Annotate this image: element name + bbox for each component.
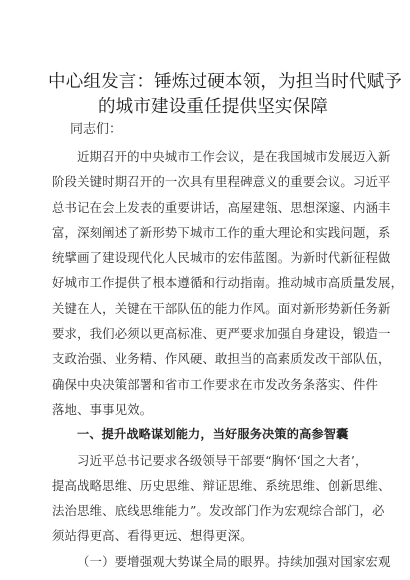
body-line: 提高战略思维、历史思维、辩证思维、系统思维、创新思维、	[52, 477, 391, 493]
body-line: （一）要增强观大势谋全局的眼界。持续加强对国家宏观	[77, 553, 391, 569]
body-line: 须站得更高、看得更远、想得更深。	[52, 528, 253, 544]
body-line: 好城市工作提供了根本遵循和行动指南。推动城市高质量发展，	[52, 275, 404, 291]
title-line-1: 中心组发言：锤炼过硬本领，为担当时代赋予	[48, 72, 402, 92]
section-heading: 一、提升战略谋划能力，当好服务决策的高参智囊	[77, 427, 349, 442]
body-line: 落地、事事见效。	[52, 401, 153, 417]
body-line: 支政治强、业务精、作风硬、敢担当的高素质发改干部队伍，	[52, 351, 391, 367]
body-line: 法治思维、底线思维能力”。发改部门作为宏观综合部门，必	[52, 503, 385, 519]
title-line-2: 的城市建设重任提供坚实保障	[97, 97, 329, 117]
salutation: 同志们：	[70, 122, 123, 137]
body-line: 阶段关键时期召开的一次具有里程碑意义的重要会议。习近平	[52, 174, 391, 190]
body-line: 习近平总书记要求各级领导干部要“胸怀‘国之大者’，	[77, 452, 368, 468]
body-line: 关键在人，关键在干部队伍的能力作风。面对新形势新任务新	[52, 300, 391, 316]
body-line: 要求，我们必须以更高标准、更严要求加强自身建设，锻造一	[52, 326, 391, 342]
body-line: 确保中央决策部署和省市工作要求在市发改务条落实、件件	[52, 376, 379, 392]
document-title	[48, 70, 402, 120]
body-line: 统擘画了建设现代化人民城市的宏伟蓝图。为新时代新征程做	[52, 250, 391, 266]
document-body	[52, 144, 404, 574]
body-line: 近期召开的中央城市工作会议，是在我国城市发展迈入新	[77, 149, 391, 164]
body-line: 总书记在会上发表的重要讲话，高屋建瓴、思想深邃、内涵丰	[52, 199, 391, 215]
body-line: 富，深刻阐述了新形势下城市工作的重大理论和实践问题，系	[52, 224, 391, 240]
